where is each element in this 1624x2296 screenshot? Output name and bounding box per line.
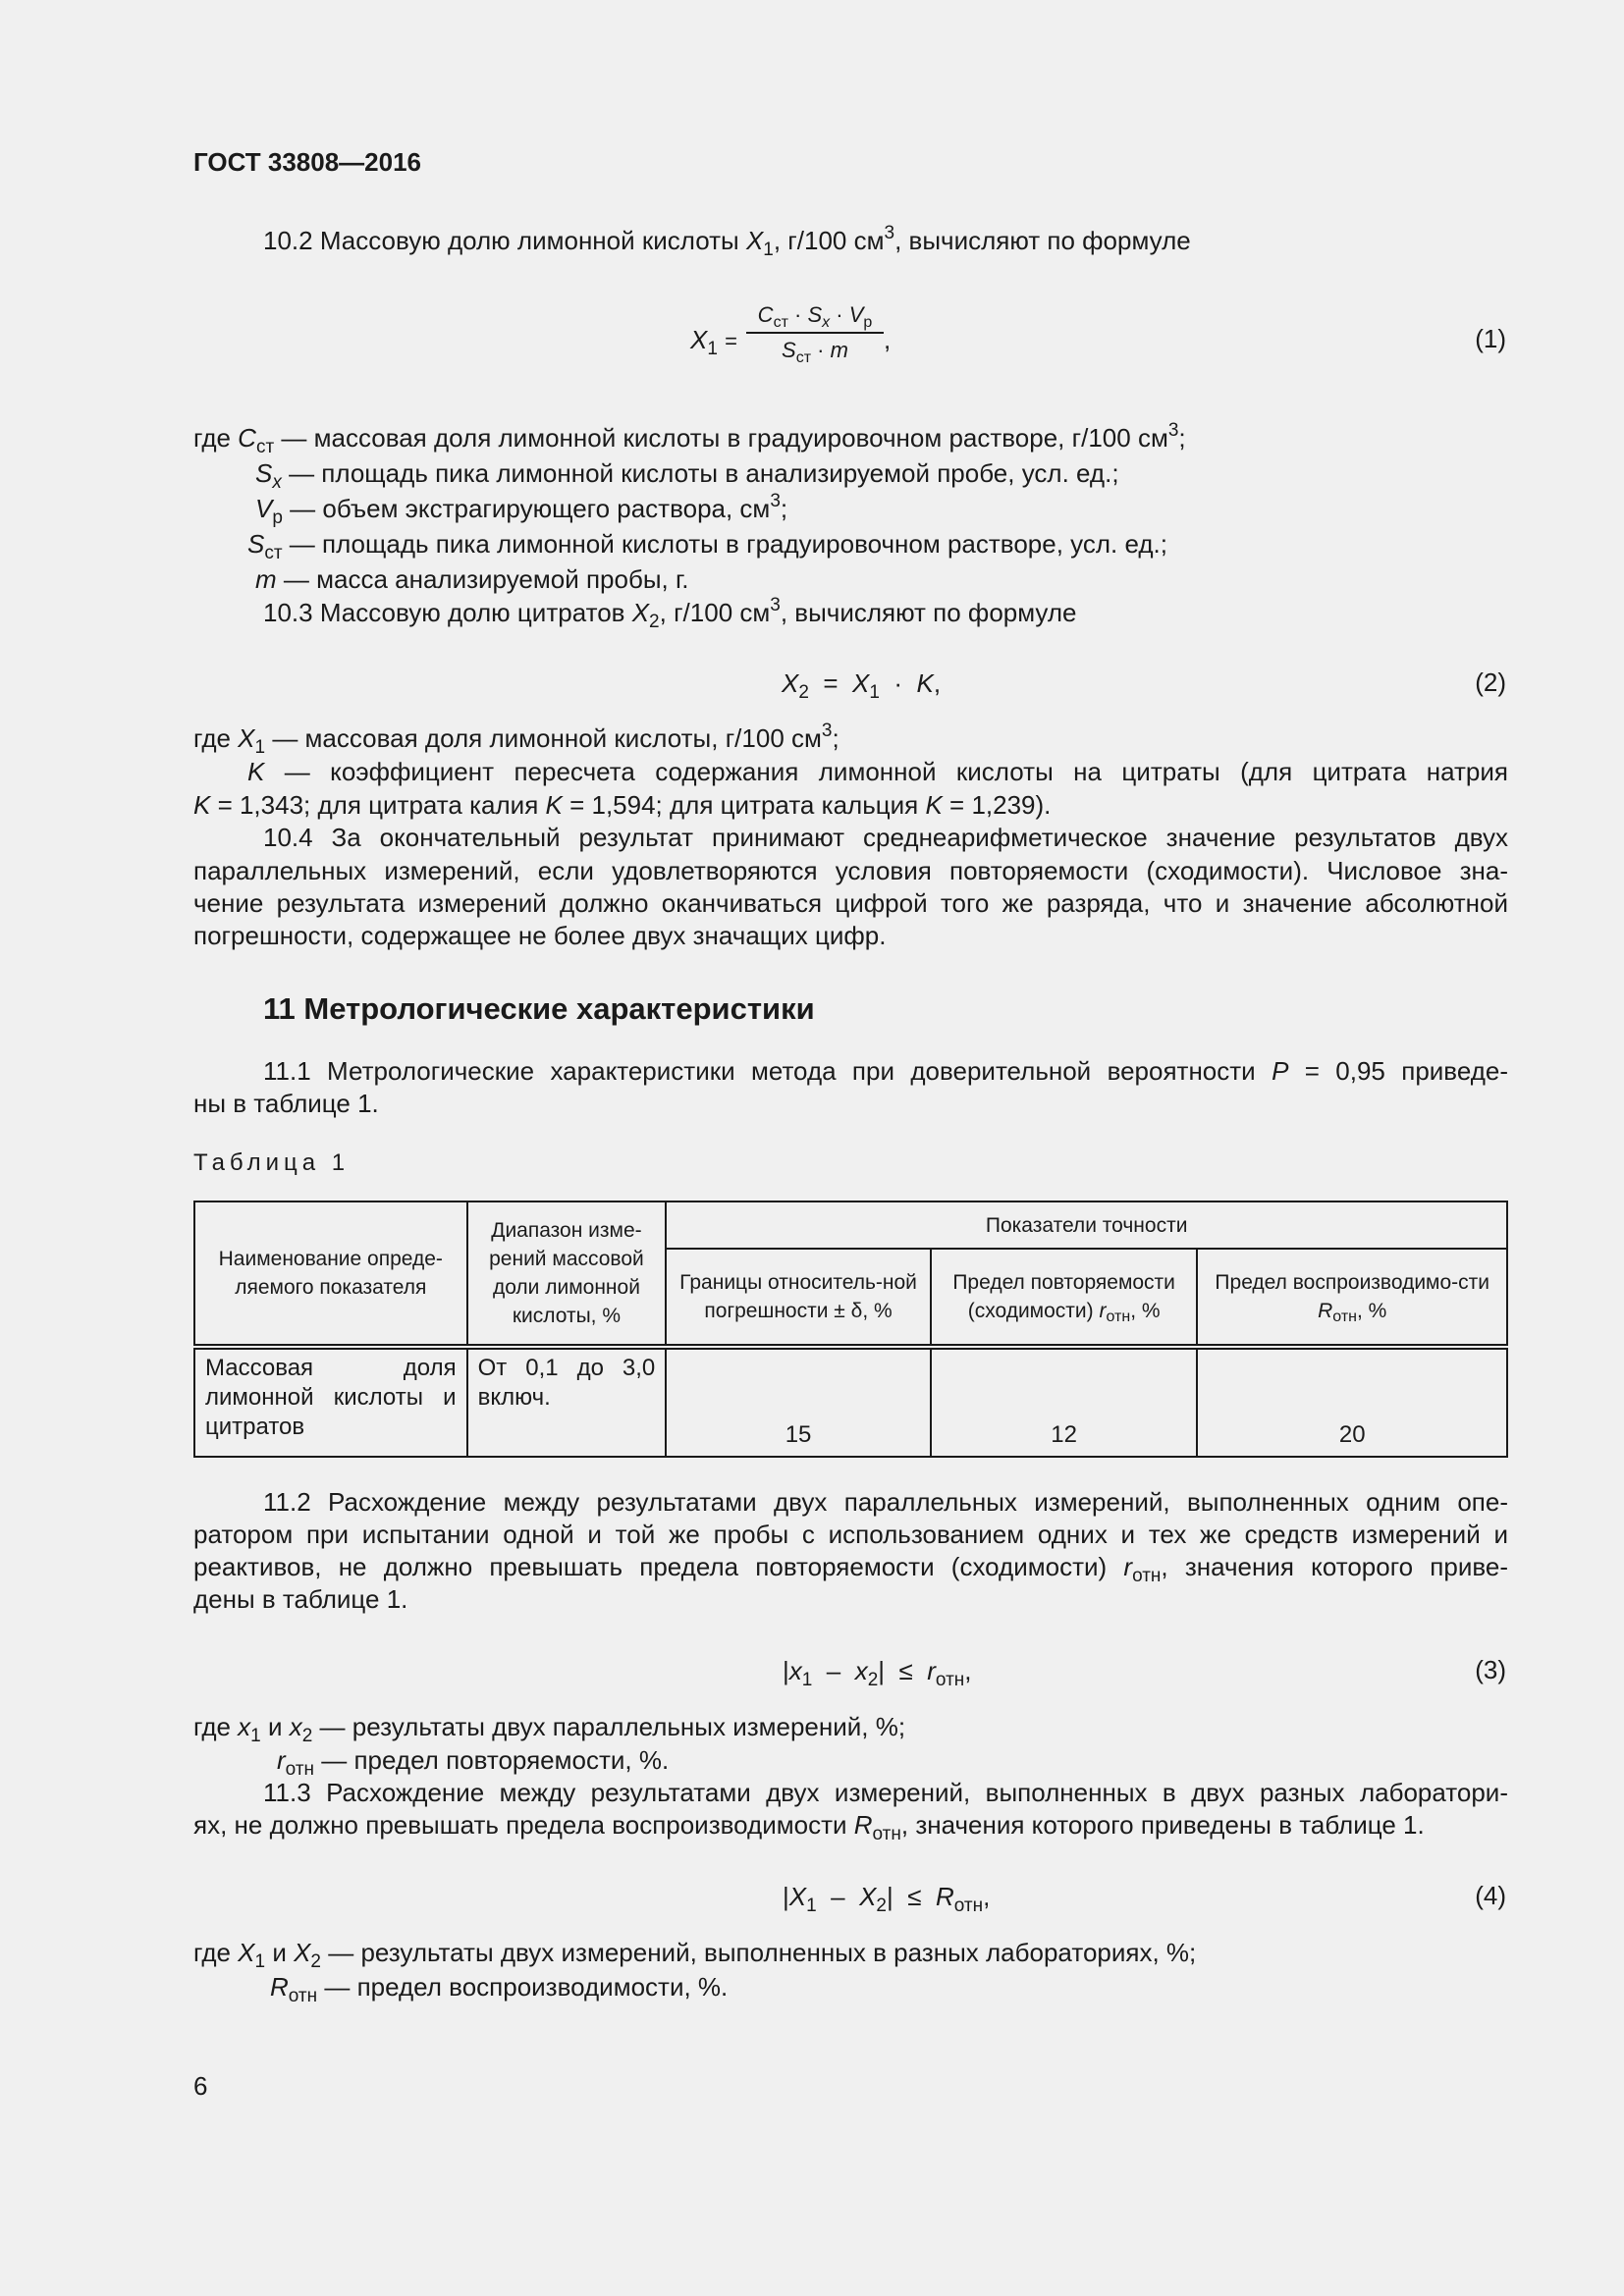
paragraph-10-4-line-3: чение результата измерений должно оканчиваться цифрой того же разряда, что и значение абсолютной xyxy=(193,888,1508,918)
paragraph-10-4-line-2: параллельных измерений, если удовлетворяются условия повторяемости (сходимости). Числовое зна- xyxy=(193,856,1508,885)
td-range: От 0,1 до 3,0 включ. xyxy=(467,1347,667,1457)
table-row xyxy=(194,1347,1507,1457)
th-reproducibility: Предел воспроизводимо-сти $R_{отн}$, % xyxy=(1197,1249,1507,1347)
where1-line-4: $S_{ст}$ — площадь пика лимонной кислоты в градуировочном растворе, усл. ед.; xyxy=(247,529,1167,563)
eq1-fraction xyxy=(746,300,884,365)
where2-line-3: K = 1,343; для цитрата калия K = 1,594; для цитрата кальция K = 1,239). xyxy=(193,790,1052,820)
td-relative-error: 15 xyxy=(666,1347,931,1457)
where1-line-2: $S_x$ — площадь пика лимонной кислоты в анализируемой пробе, усл. ед.; xyxy=(255,458,1119,493)
eq2-expression: $X_2 = X_1 \cdot K$, xyxy=(782,668,942,703)
th-accuracy-group: Показатели точности xyxy=(666,1201,1507,1249)
eq1-numerator: $C_{ст} \cdot S_x \cdot V_р$ xyxy=(757,302,873,331)
where4-line-1: где $X_1$ и $X_2$ — результаты двух измерений, выполненных в разных лабораториях, %; xyxy=(193,1938,1197,1972)
where4-line-2: $R_{отн}$ — предел воспроизводимости, %. xyxy=(270,1972,729,2006)
eq1-tail: , xyxy=(884,325,892,354)
where3-line-2: $r_{отн}$ — предел повторяемости, %. xyxy=(277,1745,670,1780)
paragraph-11-3-line-1: 11.3 Расхождение между результатами двух измерений, выполненных в двух разных лаборатори- xyxy=(263,1778,1508,1807)
fraction-bar xyxy=(746,332,884,334)
paragraph-11-2-line-2: ратором при испытании одной и той же пробы с использованием одних и тех же средств измерений и xyxy=(193,1520,1508,1549)
paragraph-10-3: 10.3 Массовую долю цитратов $X_2$, г/100 $см^3$, вычисляют по формуле xyxy=(263,595,1077,632)
paragraph-11-2-line-4: дены в таблице 1. xyxy=(193,1584,408,1614)
eq1-number: (1) xyxy=(1475,324,1506,353)
paragraph-11-1-line-2: ны в таблице 1. xyxy=(193,1089,379,1118)
eq3-expression: $|x_1 - x_2| \le r_{отн}$, xyxy=(783,1656,972,1690)
td-reproducibility: 20 xyxy=(1197,1347,1507,1457)
paragraph-10-4-line-1: 10.4 За окончательный результат принимают среднеарифметическое значение результатов двух xyxy=(263,823,1508,852)
td-name: Массовая доля лимонной кислоты и цитратов xyxy=(194,1347,467,1457)
eq1-lhs: $X_1$ = xyxy=(690,325,738,359)
where1-line-5: m — масса анализируемой пробы, г. xyxy=(255,564,689,594)
where1-line-1: где $C_{ст}$ — массовая доля лимонной кислоты в градуировочном растворе, г/100 $см^3$; xyxy=(193,420,1186,457)
table-caption: Таблица 1 xyxy=(193,1149,351,1176)
eq4-number: (4) xyxy=(1475,1881,1506,1910)
document-header: ГОСТ 33808—2016 xyxy=(193,147,421,177)
th-range: Диапазон изме-рений массовой доли лимонной кислоты, % xyxy=(467,1201,667,1347)
eq3-number: (3) xyxy=(1475,1655,1506,1684)
eq1-denominator: $S_{ст} \cdot m$ xyxy=(782,338,848,366)
th-name: Наименование опреде-ляемого показателя xyxy=(194,1201,467,1347)
paragraph-11-2-line-3: реактивов, не должно превышать предела повторяемости (сходимости) $r_{отн}$, значения которого приве- xyxy=(193,1552,1509,1586)
paragraph-11-1-line-1: 11.1 Метрологические характеристики метода при доверительной вероятности P = 0,95 приведе- xyxy=(263,1056,1509,1086)
th-relative-error: Границы относитель-ной погрешности ± δ, % xyxy=(666,1249,931,1347)
paragraph-10-2: 10.2 Массовую долю лимонной кислоты $X_1$, г/100 $см^3$, вычисляют по формуле xyxy=(263,223,1191,260)
where1-line-3: $V_р$ — объем экстрагирующего раствора, $см^3$; xyxy=(255,491,788,528)
where3-line-1: где $x_1$ и $x_2$ — результаты двух параллельных измерений, %; xyxy=(193,1712,906,1746)
eq2-number: (2) xyxy=(1475,667,1506,697)
td-repeatability: 12 xyxy=(931,1347,1198,1457)
where2-line-1: где $X_1$ — массовая доля лимонной кислоты, г/100 $см^3$; xyxy=(193,721,839,758)
paragraph-11-3-line-2: ях, не должно превышать предела воспроизводимости $R_{отн}$, значения которого приведены в таблице 1. xyxy=(193,1810,1425,1844)
eq4-expression: $|X_1 - X_2| \le R_{отн}$, xyxy=(783,1882,991,1916)
paragraph-11-2-line-1: 11.2 Расхождение между результатами двух параллельных измерений, выполненных одним опе- xyxy=(263,1487,1508,1517)
th-repeatability: Предел повторяемости (сходимости) $r_{отн}$, % xyxy=(931,1249,1198,1347)
where2-line-2: K — коэффициент пересчета содержания лимонной кислоты на цитраты (для цитрата натрия xyxy=(247,757,1508,786)
table-1 xyxy=(193,1201,1508,1458)
page-number: 6 xyxy=(193,2071,208,2101)
paragraph-10-4-line-4: погрешности, содержащее не более двух значащих цифр. xyxy=(193,921,887,950)
section-11-title: 11 Метрологические характеристики xyxy=(263,991,815,1026)
